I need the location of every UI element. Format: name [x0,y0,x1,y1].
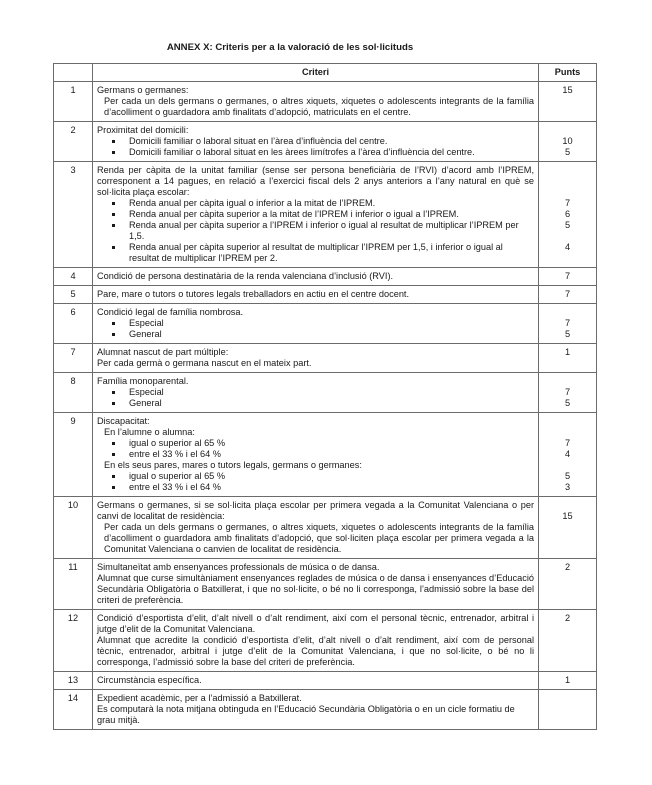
row-text: Per cada un dels germans o germanes, o altres xiquets, xiquetes o adolescents integrants de la família d’acolliment o guardadora amb finalitats d’adopció, matriculats en el centre. [104,96,534,117]
item-punts: 10 [562,136,573,146]
row-criteri [93,162,539,268]
row-number: 8 [54,373,93,413]
row-criteri [93,497,539,559]
row-punts: 15 [539,82,597,122]
row-heading: Proximitat del domicili: [97,125,189,135]
row-punts [539,162,597,268]
row-punts: 2 [539,610,597,672]
list-item: Renda anual per càpita superior a l’IPREM i inferior o igual al resultat de multiplicar l’IPREM per 1,5. [97,220,534,242]
item-punts: 5 [564,329,571,339]
row-punts [539,497,597,559]
list-item: igual o superior al 65 % [97,471,534,482]
list-item: entre el 33 % i el 64 % [97,482,534,493]
row-number: 2 [54,122,93,162]
row-number: 13 [54,672,93,690]
row-punts: 1 [539,672,597,690]
document-title-text: ANNEX X: Criteris per a la valoració de les sol·licituds [166,42,414,53]
item-punts: 7 [564,387,571,397]
bullet-list [97,471,534,493]
row-criteri: Pare, mare o tutors o tutores legals treballadors en actiu en el centre docent. [93,286,539,304]
table-row [54,690,597,730]
item-punts: 6 [564,209,571,219]
bullet-list [97,387,534,409]
list-item: entre el 33 % i el 64 % [97,449,534,460]
row-heading: Renda per càpita de la unitat familiar (sense ser persona beneficiària de l’RVI) d’acord amb l’IPREM, corresponent a 14 pagues, en relació a l’exercici fiscal dels 2 anys anteriors a l’any natural en què se sol·licita plaça escolar: [97,165,534,197]
item-punts: 7 [564,198,571,208]
row-text: Per cada germà o germana nascut en el mateix part. [97,358,312,368]
list-item: General [97,398,534,409]
row-criteri: Circumstància específica. [93,672,539,690]
row-heading: Família monoparental. [97,376,189,386]
table-row [54,286,597,304]
row-heading: Simultaneïtat amb ensenyances professionals de música o de dansa. [97,562,380,572]
row-criteri [93,690,539,730]
table-row [54,162,597,268]
bullet-list [97,198,534,264]
row-heading: Alumnat nascut de part múltiple: [97,347,229,357]
document-title [0,42,652,53]
row-criteri [93,373,539,413]
row-number: 1 [54,82,93,122]
header-criteri: Criteri [93,64,539,82]
table-row [54,610,597,672]
list-item: Renda anual per càpita superior al resultat de multiplicar l’IPREM per 1,5, i inferior o igual al resultat de multiplicar l’IPREM per 2. [97,242,534,264]
row-heading: Condició d’esportista d’elit, d’alt nivell o d’alt rendiment, així com el personal tècnic, entrenador, arbitral i jutge d’elit de la Comunitat Valenciana. [97,613,534,634]
row-heading: Expedient acadèmic, per a l’admissió a Batxillerat. [97,693,302,703]
list-item: Domicili familiar o laboral situat en les àrees limítrofes a l’àrea d’influència del centre. [97,147,534,158]
table-header-row [54,64,597,82]
table-row [54,497,597,559]
list-item: Especial [97,387,534,398]
bullet-list [97,438,534,460]
list-item: General [97,329,534,340]
table-row [54,413,597,497]
bullet-list [97,318,534,340]
list-item: Especial [97,318,534,329]
row-heading: Discapacitat: [97,416,150,426]
row-number: 10 [54,497,93,559]
row-text: Alumnat que curse simultàniament ensenyances reglades de música o de dansa i ensenyances d’Educació Secundària Obligatòria o Batxillerat, i que no sol·licite, o bé no li corresponga, l’admissió sobre la base del criteri de preferència. [97,573,534,605]
table-row [54,373,597,413]
row-criteri [93,610,539,672]
row-punts: 7 [539,268,597,286]
item-punts: 15 [562,511,573,521]
group-label: En l’alumne o alumna: [104,427,195,437]
row-number: 4 [54,268,93,286]
row-criteri [93,122,539,162]
row-punts [539,373,597,413]
row-punts [539,690,597,730]
row-text: Per cada un dels germans o germanes, o altres xiquets, xiquetes o adolescents integrants de la família d’acolliment o guardadora amb finalitats d’adopció, que sol·liciten plaça escolar per primera vegada a la Comunitat Valenciana o canvien de localitat de residència. [104,522,534,554]
item-punts: 7 [564,438,571,448]
row-criteri [93,413,539,497]
table-row [54,344,597,373]
item-punts: 4 [564,449,571,459]
row-heading: Germans o germanes, si se sol·licita plaça escolar per primera vegada a la Comunitat Valenciana o per canvi de localitat de residència: [97,500,534,521]
table-row [54,672,597,690]
item-punts: 5 [564,220,571,230]
row-number: 3 [54,162,93,268]
list-item: Renda anual per càpita igual o inferior a la mitat de l’IPREM. [97,198,534,209]
list-item: igual o superior al 65 % [97,438,534,449]
row-number: 6 [54,304,93,344]
table-row [54,304,597,344]
table-row [54,82,597,122]
row-criteri [93,344,539,373]
header-punts: Punts [539,64,597,82]
row-punts: 1 [539,344,597,373]
item-punts: 3 [564,482,571,492]
item-punts: 4 [564,242,571,252]
row-punts: 2 [539,559,597,610]
row-text: Es computarà la nota mitjana obtinguda en l’Educació Secundària Obligatòria o en un cicle formatiu de grau mitjà. [97,704,515,725]
row-number: 14 [54,690,93,730]
table-row [54,559,597,610]
item-punts: 5 [564,471,571,481]
row-number: 12 [54,610,93,672]
row-number: 9 [54,413,93,497]
row-punts [539,413,597,497]
row-criteri [93,82,539,122]
list-item: Domicili familiar o laboral situat en l’àrea d’influència del centre. [97,136,534,147]
row-punts [539,122,597,162]
row-criteri: Condició de persona destinatària de la renda valenciana d’inclusió (RVI). [93,268,539,286]
row-number: 7 [54,344,93,373]
row-punts: 7 [539,286,597,304]
row-punts [539,304,597,344]
row-text: Alumnat que acredite la condició d’esportista d’elit, d’alt nivell o d’alt rendiment, així com de personal tècnic, entrenador, arbitral i jutge d’elit de la Comunitat Valenciana, i que no sol·licite, o bé no li corresponga, l’admissió sobre la base del criteri de preferència. [97,635,534,667]
list-item: Renda anual per càpita superior a la mitat de l’IPREM i inferior o igual a l’IPREM. [97,209,534,220]
table-row [54,268,597,286]
header-number [54,64,93,82]
item-punts: 7 [564,318,571,328]
row-number: 5 [54,286,93,304]
bullet-list [97,136,534,158]
item-punts: 5 [564,147,571,157]
row-criteri [93,559,539,610]
table-row [54,122,597,162]
row-heading: Germans o germanes: [97,85,189,95]
item-punts: 5 [564,398,571,408]
row-criteri [93,304,539,344]
row-heading: Condició legal de família nombrosa. [97,307,244,317]
criteria-table [53,63,597,730]
row-number: 11 [54,559,93,610]
group-label: En els seus pares, mares o tutors legals, germans o germanes: [104,460,362,470]
